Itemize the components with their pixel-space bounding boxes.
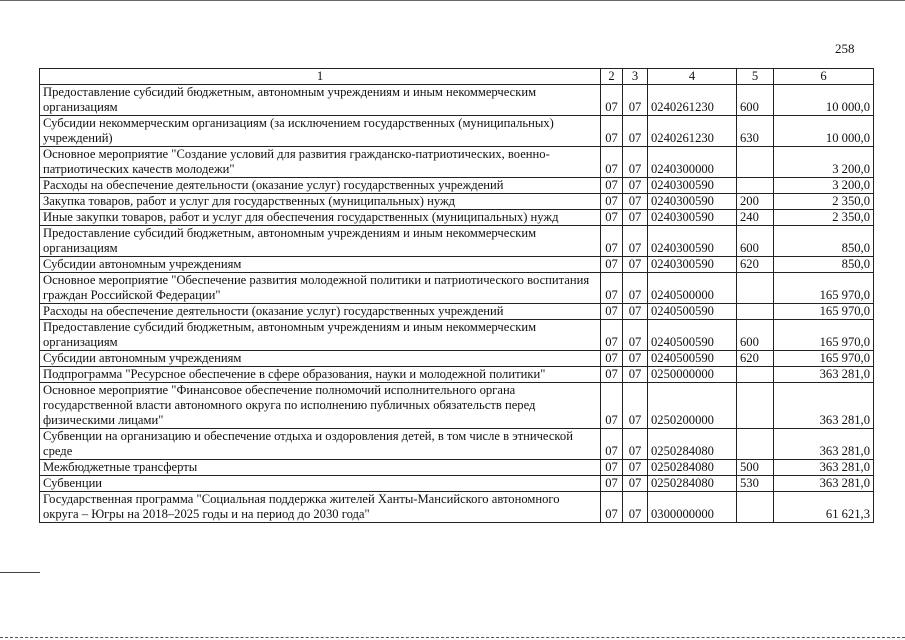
subsection-cell: 07 — [623, 429, 648, 460]
table-row — [40, 492, 874, 523]
section-cell: 07 — [601, 429, 623, 460]
table-row — [40, 210, 874, 226]
header-col-6: 6 — [774, 69, 874, 85]
table-row — [40, 304, 874, 320]
header-col-5: 5 — [737, 69, 774, 85]
target-article-cell: 0240261230 — [648, 116, 737, 147]
table-row — [40, 85, 874, 116]
scan-top-edge — [0, 0, 905, 1]
subsection-cell: 07 — [623, 383, 648, 429]
section-cell: 07 — [601, 85, 623, 116]
item-name-cell: Субвенции — [40, 476, 601, 492]
table-row — [40, 273, 874, 304]
target-article-cell: 0240300590 — [648, 226, 737, 257]
amount-cell: 2 350,0 — [774, 194, 874, 210]
table-row — [40, 320, 874, 351]
table-header-row — [40, 69, 874, 85]
page-number: 258 — [835, 41, 855, 56]
subsection-cell: 07 — [623, 210, 648, 226]
expense-type-cell: 530 — [737, 476, 774, 492]
expense-type-cell: 620 — [737, 351, 774, 367]
amount-cell: 363 281,0 — [774, 383, 874, 429]
target-article-cell: 0250000000 — [648, 367, 737, 383]
table-row — [40, 226, 874, 257]
expense-type-cell: 240 — [737, 210, 774, 226]
expense-type-cell: 600 — [737, 85, 774, 116]
amount-cell: 850,0 — [774, 257, 874, 273]
section-cell: 07 — [601, 383, 623, 429]
expense-type-cell: 630 — [737, 116, 774, 147]
subsection-cell: 07 — [623, 178, 648, 194]
section-cell: 07 — [601, 178, 623, 194]
target-article-cell: 0240300590 — [648, 178, 737, 194]
section-cell: 07 — [601, 226, 623, 257]
item-name-cell: Субвенции на организацию и обеспечение отдыха и оздоровления детей, в том числе в этнической среде — [40, 429, 601, 460]
item-name-cell: Предоставление субсидий бюджетным, автономным учреждениям и иным некоммерческим организациям — [40, 320, 601, 351]
section-cell: 07 — [601, 351, 623, 367]
table-row — [40, 429, 874, 460]
target-article-cell: 0240300590 — [648, 194, 737, 210]
item-name-cell: Подпрограмма "Ресурсное обеспечение в сфере образования, науки и молодежной политики" — [40, 367, 601, 383]
header-col-4: 4 — [648, 69, 737, 85]
item-name-cell: Предоставление субсидий бюджетным, автономным учреждениям и иным некоммерческим организациям — [40, 226, 601, 257]
item-name-cell: Предоставление субсидий бюджетным, автономным учреждениям и иным некоммерческим организациям — [40, 85, 601, 116]
amount-cell: 10 000,0 — [774, 85, 874, 116]
subsection-cell: 07 — [623, 257, 648, 273]
subsection-cell: 07 — [623, 320, 648, 351]
table-row — [40, 367, 874, 383]
target-article-cell: 0240300590 — [648, 210, 737, 226]
item-name-cell: Иные закупки товаров, работ и услуг для обеспечения государственных (муниципальных) нужд — [40, 210, 601, 226]
amount-cell: 165 970,0 — [774, 304, 874, 320]
section-cell: 07 — [601, 460, 623, 476]
expense-type-cell — [737, 273, 774, 304]
item-name-cell: Основное мероприятие "Финансовое обеспечение полномочий исполнительного органа государственной власти автономного округа по исполнению публичных обязательств перед физическими лицами" — [40, 383, 601, 429]
table-row — [40, 460, 874, 476]
amount-cell: 850,0 — [774, 226, 874, 257]
subsection-cell: 07 — [623, 194, 648, 210]
expense-type-cell — [737, 492, 774, 523]
amount-cell: 165 970,0 — [774, 351, 874, 367]
item-name-cell: Расходы на обеспечение деятельности (оказание услуг) государственных учреждений — [40, 304, 601, 320]
target-article-cell: 0250284080 — [648, 429, 737, 460]
section-cell: 07 — [601, 194, 623, 210]
item-name-cell: Субсидии автономным учреждениям — [40, 257, 601, 273]
subsection-cell: 07 — [623, 460, 648, 476]
subsection-cell: 07 — [623, 304, 648, 320]
subsection-cell: 07 — [623, 273, 648, 304]
expense-type-cell — [737, 147, 774, 178]
amount-cell: 10 000,0 — [774, 116, 874, 147]
expense-type-cell: 500 — [737, 460, 774, 476]
budget-table — [39, 68, 874, 523]
section-cell: 07 — [601, 116, 623, 147]
section-cell: 07 — [601, 210, 623, 226]
section-cell: 07 — [601, 492, 623, 523]
amount-cell: 3 200,0 — [774, 147, 874, 178]
expense-type-cell: 600 — [737, 226, 774, 257]
expense-type-cell — [737, 383, 774, 429]
table-row — [40, 383, 874, 429]
amount-cell: 363 281,0 — [774, 367, 874, 383]
target-article-cell: 0240500000 — [648, 273, 737, 304]
item-name-cell: Субсидии автономным учреждениям — [40, 351, 601, 367]
subsection-cell: 07 — [623, 116, 648, 147]
table-row — [40, 257, 874, 273]
item-name-cell: Расходы на обеспечение деятельности (оказание услуг) государственных учреждений — [40, 178, 601, 194]
target-article-cell: 0250200000 — [648, 383, 737, 429]
amount-cell: 363 281,0 — [774, 460, 874, 476]
table-body — [40, 85, 874, 523]
target-article-cell: 0250284080 — [648, 476, 737, 492]
subsection-cell: 07 — [623, 147, 648, 178]
item-name-cell: Основное мероприятие "Обеспечение развития молодежной политики и патриотического воспитания граждан Российской Федерации" — [40, 273, 601, 304]
item-name-cell: Закупка товаров, работ и услуг для государственных (муниципальных) нужд — [40, 194, 601, 210]
subsection-cell: 07 — [623, 476, 648, 492]
item-name-cell: Основное мероприятие "Создание условий для развития гражданско-патриотических, военно-патриотических качеств молодежи" — [40, 147, 601, 178]
target-article-cell: 0300000000 — [648, 492, 737, 523]
section-cell: 07 — [601, 147, 623, 178]
header-col-1: 1 — [40, 69, 601, 85]
subsection-cell: 07 — [623, 351, 648, 367]
amount-cell: 165 970,0 — [774, 320, 874, 351]
header-col-2: 2 — [601, 69, 623, 85]
subsection-cell: 07 — [623, 367, 648, 383]
section-cell: 07 — [601, 304, 623, 320]
expense-type-cell — [737, 304, 774, 320]
table-row — [40, 147, 874, 178]
target-article-cell: 0240500590 — [648, 351, 737, 367]
subsection-cell: 07 — [623, 226, 648, 257]
target-article-cell: 0240261230 — [648, 85, 737, 116]
amount-cell: 363 281,0 — [774, 429, 874, 460]
target-article-cell: 0240500590 — [648, 320, 737, 351]
table-row — [40, 351, 874, 367]
scan-bottom-edge — [0, 637, 905, 638]
item-name-cell: Государственная программа "Социальная поддержка жителей Ханты-Мансийского автономного округа – Югры на 2018–2025 годы и на период до 2030 года" — [40, 492, 601, 523]
section-cell: 07 — [601, 273, 623, 304]
amount-cell: 2 350,0 — [774, 210, 874, 226]
amount-cell: 165 970,0 — [774, 273, 874, 304]
target-article-cell: 0250284080 — [648, 460, 737, 476]
table-row — [40, 178, 874, 194]
amount-cell: 363 281,0 — [774, 476, 874, 492]
item-name-cell: Субсидии некоммерческим организациям (за исключением государственных (муниципальных) учреждений) — [40, 116, 601, 147]
section-cell: 07 — [601, 257, 623, 273]
expense-type-cell — [737, 429, 774, 460]
item-name-cell: Межбюджетные трансферты — [40, 460, 601, 476]
table-row — [40, 194, 874, 210]
subsection-cell: 07 — [623, 492, 648, 523]
subsection-cell: 07 — [623, 85, 648, 116]
target-article-cell: 0240300590 — [648, 257, 737, 273]
amount-cell: 61 621,3 — [774, 492, 874, 523]
scan-line-left — [0, 572, 40, 573]
expense-type-cell — [737, 178, 774, 194]
target-article-cell: 0240500590 — [648, 304, 737, 320]
section-cell: 07 — [601, 367, 623, 383]
expense-type-cell: 620 — [737, 257, 774, 273]
expense-type-cell — [737, 367, 774, 383]
expense-type-cell: 200 — [737, 194, 774, 210]
table-row — [40, 116, 874, 147]
table-row — [40, 476, 874, 492]
expense-type-cell: 600 — [737, 320, 774, 351]
header-col-3: 3 — [623, 69, 648, 85]
target-article-cell: 0240300000 — [648, 147, 737, 178]
amount-cell: 3 200,0 — [774, 178, 874, 194]
section-cell: 07 — [601, 320, 623, 351]
section-cell: 07 — [601, 476, 623, 492]
